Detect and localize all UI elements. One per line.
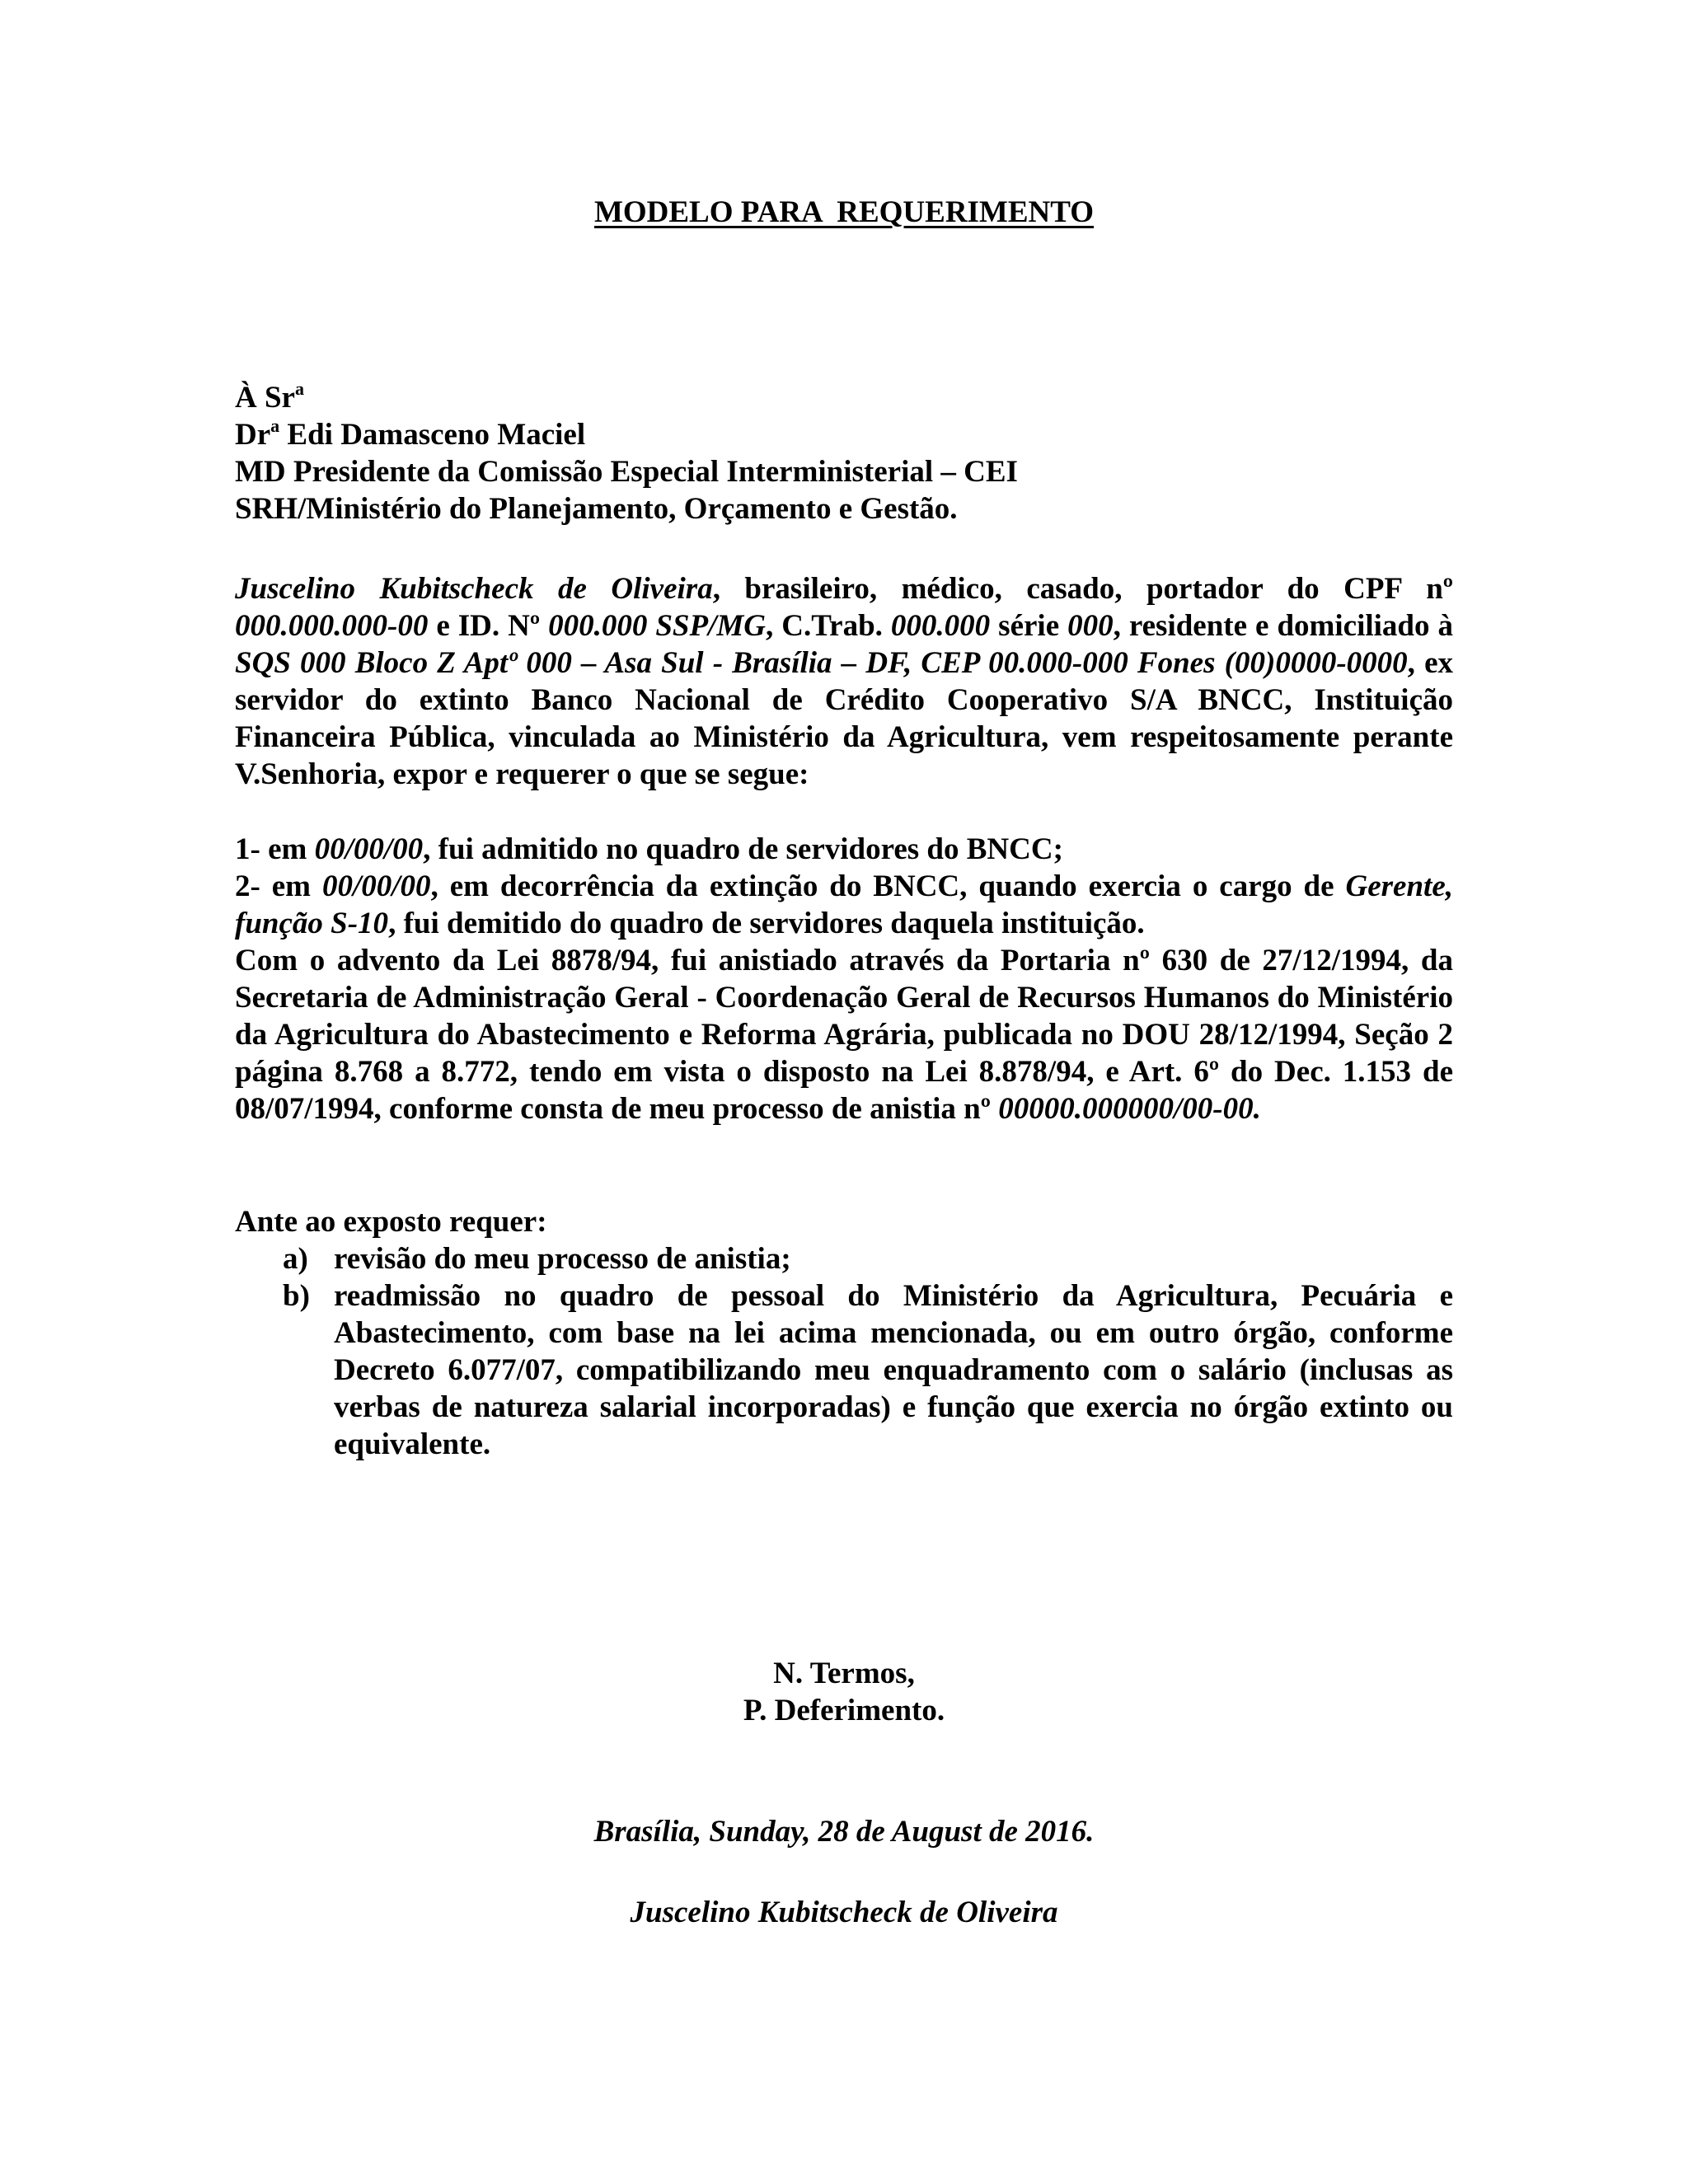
request-marker: b) — [283, 1279, 310, 1313]
law-paragraph — [235, 942, 1453, 1127]
addressee-position: MD Presidente da Comissão Especial Interministerial – CEI — [235, 455, 1018, 489]
fact-item-2 — [235, 868, 1453, 942]
admission-date: 00/00/00 — [314, 832, 424, 866]
title-prefix: Dr — [235, 418, 271, 452]
serie-number: 000 — [1067, 609, 1114, 643]
salutation-text: À Sr — [235, 381, 295, 415]
addressee-name — [235, 416, 1453, 453]
addressee-name-text: Edi Damasceno Maciel — [279, 418, 586, 452]
law-text: Com o advento da Lei 8878/94, fui anistiado através da Portaria nº 630 de 27/12/1994, da Secretaria de Administração Geral - Coordenação Geral de Recursos Humanos do Ministério da Agricultura do Abastecimento e Reforma Agrária, publicada no DOU 28/12/1994, Seção 2 página 8.768 a 8.772, tendo em vista o disposto na Lei 8.878/94, e Art. 6º do Dec. 1.153 de 08/07/1994, conforme consta de meu processo de anistia nº — [235, 944, 1453, 1126]
salutation-superscript: a — [294, 378, 304, 399]
fact-item-1 — [235, 831, 1453, 868]
intro-text-6: , ex servidor do extinto Banco Nacional de Crédito Cooperativo S/A BNCC, Instituição Financeira Pública, vinculada ao Ministério da Agricultura, vem respeitosamente perante V.Senhoria, expor e requerer o que se segue: — [235, 646, 1453, 791]
intro-text-4: série — [990, 609, 1068, 643]
addressee-block — [235, 379, 1453, 527]
requests-section — [235, 1203, 1453, 1463]
intro-paragraph — [235, 570, 1453, 793]
intro-text-1: , brasileiro, médico, casado, portador do CPF nº — [712, 572, 1453, 606]
requests-heading: Ante ao exposto requer: — [235, 1205, 547, 1239]
applicant-address: SQS 000 Bloco Z Aptº 000 – Asa Sul - Brasília – DF, CEP 00.000-000 Fones (00)0000-0000 — [235, 646, 1408, 680]
intro-text-3: , C.Trab. — [766, 609, 891, 643]
applicant-name: Juscelino Kubitscheck de Oliveira — [235, 572, 713, 606]
process-number: 00000.000000/00-00. — [998, 1092, 1261, 1126]
request-text: revisão do meu processo de anistia; — [334, 1242, 791, 1276]
request-text: readmissão no quadro de pessoal do Ministério da Agricultura, Pecuária e Abastecimento, com base na lei acima mencionada, ou em outro órgão, conforme Decreto 6.077/07, compatibilizando meu enquadramento com o salário (inclusas as verbas de natureza salarial incorporadas) e função que exercia no órgão extinto ou equivalente. — [334, 1279, 1453, 1461]
closing-terms-line: N. Termos, — [773, 1657, 915, 1690]
addressee-salutation — [235, 379, 1453, 416]
closing-terms — [0, 1655, 1688, 1729]
intro-text-5: , residente e domiciliado à — [1113, 609, 1454, 643]
dismissal-date: 00/00/00 — [321, 869, 431, 903]
signer-name: Juscelino Kubitscheck de Oliveira — [630, 1896, 1058, 1929]
closing-deferment-line: P. Deferimento. — [743, 1694, 945, 1727]
request-marker: a) — [283, 1242, 308, 1276]
date-line: Brasília, Sunday, 28 de August de 2016. — [593, 1815, 1095, 1849]
id-number: 000.000 SSP/MG — [548, 609, 766, 643]
addressee-organization: SRH/Ministério do Planejamento, Orçamento e Gestão. — [235, 492, 958, 526]
job-role: Gerente, função S-10 — [235, 869, 1453, 940]
request-item — [235, 1277, 1453, 1463]
fact-2-end: , fui demitido do quadro de servidores daquela instituição. — [388, 907, 1145, 940]
facts-section — [235, 831, 1453, 1127]
request-item — [235, 1240, 1453, 1277]
fact-1-text: , fui admitido no quadro de servidores do BNCC; — [423, 832, 1063, 866]
fact-2-text: , em decorrência da extinção do BNCC, quando exercia o cargo de — [430, 869, 1346, 903]
intro-text-2: e ID. Nº — [428, 609, 549, 643]
requests-list — [235, 1240, 1453, 1463]
fact-1-prefix: 1- em — [235, 832, 315, 866]
document-title: MODELO PARA REQUERIMENTO — [593, 195, 1095, 229]
ctrab-number: 000.000 — [890, 609, 991, 643]
title-superscript: a — [270, 415, 280, 436]
cpf-number: 000.000.000-00 — [235, 609, 429, 643]
fact-2-prefix: 2- em — [235, 869, 322, 903]
